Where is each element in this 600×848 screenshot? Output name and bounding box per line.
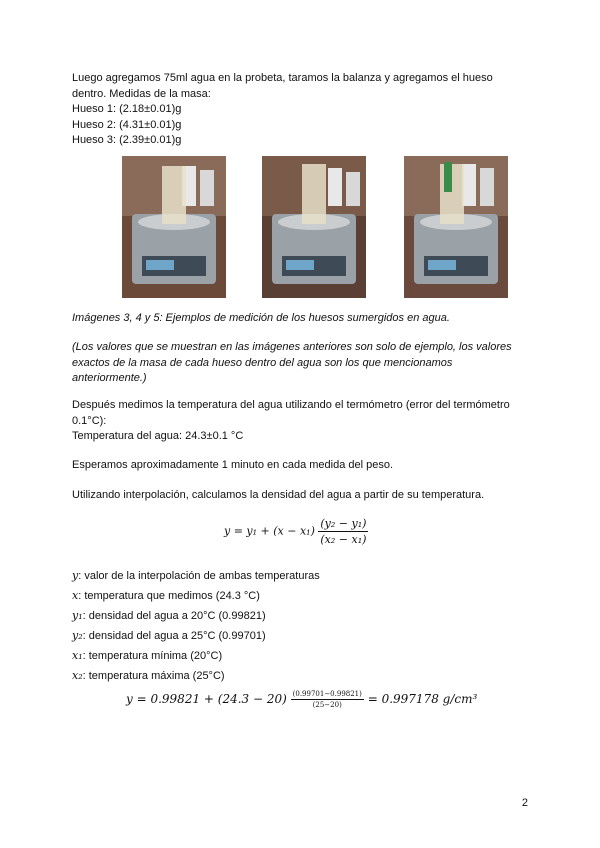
bone-1-mass: Hueso 1: (2.18±0.01)g (72, 103, 182, 115)
def-text: : temperatura mínima (20°C) (82, 650, 223, 662)
interpolation-paragraph: Utilizando interpolación, calculamos la densidad del agua a partir de su temperatura. (72, 489, 485, 501)
temperature-paragraph (72, 398, 532, 445)
formula-numerator: (y₂ − y₁) (320, 517, 367, 530)
def-text: : temperatura máxima (25°C) (82, 670, 225, 682)
result-fraction (291, 690, 364, 709)
formula-lhs: y = y₁ + (x − x₁) (224, 524, 315, 538)
note-line-3: anteriormente.) (72, 372, 147, 384)
formula-denominator: (x₂ − x₁) (320, 533, 367, 546)
def-x (72, 586, 532, 606)
result-denominator: (25−20) (312, 701, 342, 709)
interpolation-formula (224, 517, 368, 546)
def-symbol: y₁ (72, 609, 83, 622)
def-x2 (72, 666, 532, 686)
temp-line-1: Después medimos la temperatura del agua utilizando el termómetro (error del termómetro (72, 399, 510, 411)
def-text: : temperatura que medimos (24.3 °C) (78, 590, 260, 602)
variable-definitions (72, 566, 532, 686)
note-line-2: exactos de la masa de cada hueso dentro del agua son los que mencionamos (72, 356, 453, 369)
def-x1 (72, 646, 532, 666)
def-text: : densidad del agua a 25°C (0.99701) (82, 630, 266, 642)
def-y2 (72, 626, 532, 646)
wait-paragraph: Esperamos aproximadamente 1 minuto en cada medida del peso. (72, 459, 394, 471)
example-note (72, 340, 532, 387)
page-number: 2 (521, 797, 528, 809)
photo-scale-3 (404, 156, 508, 298)
def-symbol: x₂ (72, 669, 83, 682)
intro-line-1: Luego agregamos 75ml agua en la probeta, taramos la balanza y agregamos el hueso (72, 72, 493, 84)
result-numerator: (0.99701−0.99821) (292, 690, 362, 698)
def-symbol: x (72, 589, 79, 602)
note-line-1: (Los valores que se muestran en las imágenes anteriores son solo de ejemplo, los valores (72, 341, 512, 353)
intro-paragraph (72, 71, 532, 149)
def-y (72, 566, 532, 586)
result-rhs: = 0.997178 g/cm³ (367, 692, 478, 706)
photo-scale-2 (262, 156, 366, 298)
def-text: : valor de la interpolación de ambas temperaturas (78, 570, 320, 582)
intro-line-2: dentro. Medidas de la masa: (72, 87, 211, 100)
temp-line-2: 0.1°C): (72, 414, 107, 427)
result-lhs: y = 0.99821 + (24.3 − 20) (126, 692, 287, 706)
water-temperature: Temperatura del agua: 24.3±0.1 °C (72, 430, 244, 442)
def-y1 (72, 606, 532, 626)
photo-scale-1 (122, 156, 226, 298)
def-symbol: y (72, 569, 79, 582)
photo-row (72, 156, 532, 300)
def-symbol: x₁ (72, 649, 83, 662)
density-result-formula (126, 690, 477, 709)
bone-3-mass: Hueso 3: (2.39±0.01)g (72, 134, 182, 146)
figure-caption: Imágenes 3, 4 y 5: Ejemplos de medición de los huesos sumergidos en agua. (72, 312, 450, 324)
bone-2-mass: Hueso 2: (4.31±0.01)g (72, 118, 182, 131)
def-symbol: y₂ (72, 629, 83, 642)
def-text: : densidad del agua a 20°C (0.99821) (82, 610, 266, 622)
formula-fraction (318, 517, 368, 546)
